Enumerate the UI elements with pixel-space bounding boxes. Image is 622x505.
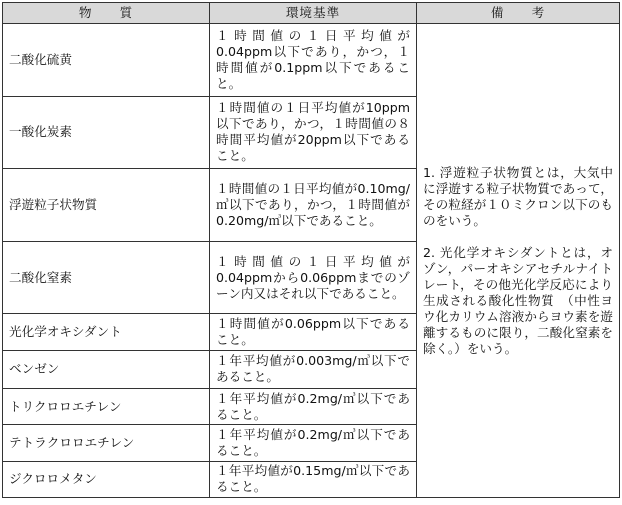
- standard-cell: [210, 314, 417, 350]
- header-standard: 環境基準: [210, 3, 417, 24]
- substance-cell: トリクロロエチレン: [3, 389, 210, 425]
- substance-cell: ジクロロメタン: [3, 461, 210, 497]
- environmental-standards-table: [2, 2, 620, 498]
- substance-cell: 光化学オキシダント: [3, 314, 210, 350]
- header-substance: 物 質: [3, 3, 210, 24]
- standard-text: １時間値の１日平均値が0.04ppm以下であり，かつ，１時間値が0.1ppm以下であること。: [216, 27, 410, 91]
- table-row: [3, 24, 620, 97]
- standard-cell: [210, 350, 417, 388]
- substance-cell: 二酸化窒素: [3, 241, 210, 314]
- substance-cell: 浮遊粒子状物質: [3, 169, 210, 242]
- remark-note-1: 1. 浮遊粒子状物質とは，大気中に浮遊する粒子状物質であって，その粒経が１０ミクロン以下のものをいう。: [423, 164, 613, 228]
- standard-text: １時間値の１日平均値が10ppm以下であり，かつ，１時間値の８時間平均値が20ppm以下であること。: [216, 100, 410, 164]
- standard-cell: [210, 96, 417, 169]
- standard-text: １年平均値が0.2mg/㎥以下であること。: [216, 426, 410, 458]
- standard-text: １年平均値が0.2mg/㎥以下であること。: [216, 390, 410, 422]
- standard-text: １時間値が0.06ppm以下であること。: [216, 316, 410, 348]
- standard-cell: [210, 461, 417, 497]
- standard-cell: [210, 425, 417, 461]
- standard-text: １時間値の１日平均値が0.10mg/㎥以下であり，かつ，１時間値が0.20mg/㎥以下であること。: [216, 181, 410, 229]
- standard-text: １年平均値が0.003mg/㎥以下であること。: [216, 353, 410, 385]
- standard-cell: [210, 24, 417, 97]
- header-row: [3, 3, 620, 24]
- substance-cell: ベンゼン: [3, 350, 210, 388]
- substance-cell: テトラクロロエチレン: [3, 425, 210, 461]
- standard-cell: [210, 241, 417, 314]
- substance-cell: 二酸化硫黄: [3, 24, 210, 97]
- standard-text: １年平均値が0.15mg/㎥以下であること。: [216, 463, 410, 495]
- standard-text: １時間値の１日平均値が0.04ppmから0.06ppmまでのゾーン内又はそれ以下であること。: [216, 253, 410, 301]
- remark-note-2: 2. 光化学オキシダントとは，オゾン，パーオキシアセチルナイトレート，その他光化学反応により生成される酸化性物質 （中性ヨウ化カリウム溶液からヨウ素を遊離するものに限り，二酸化窒素を除く。）をいう。: [423, 244, 613, 356]
- substance-cell: 一酸化炭素: [3, 96, 210, 169]
- remarks-cell: [417, 24, 620, 498]
- standard-cell: [210, 169, 417, 242]
- standard-cell: [210, 389, 417, 425]
- header-remarks: 備 考: [417, 3, 620, 24]
